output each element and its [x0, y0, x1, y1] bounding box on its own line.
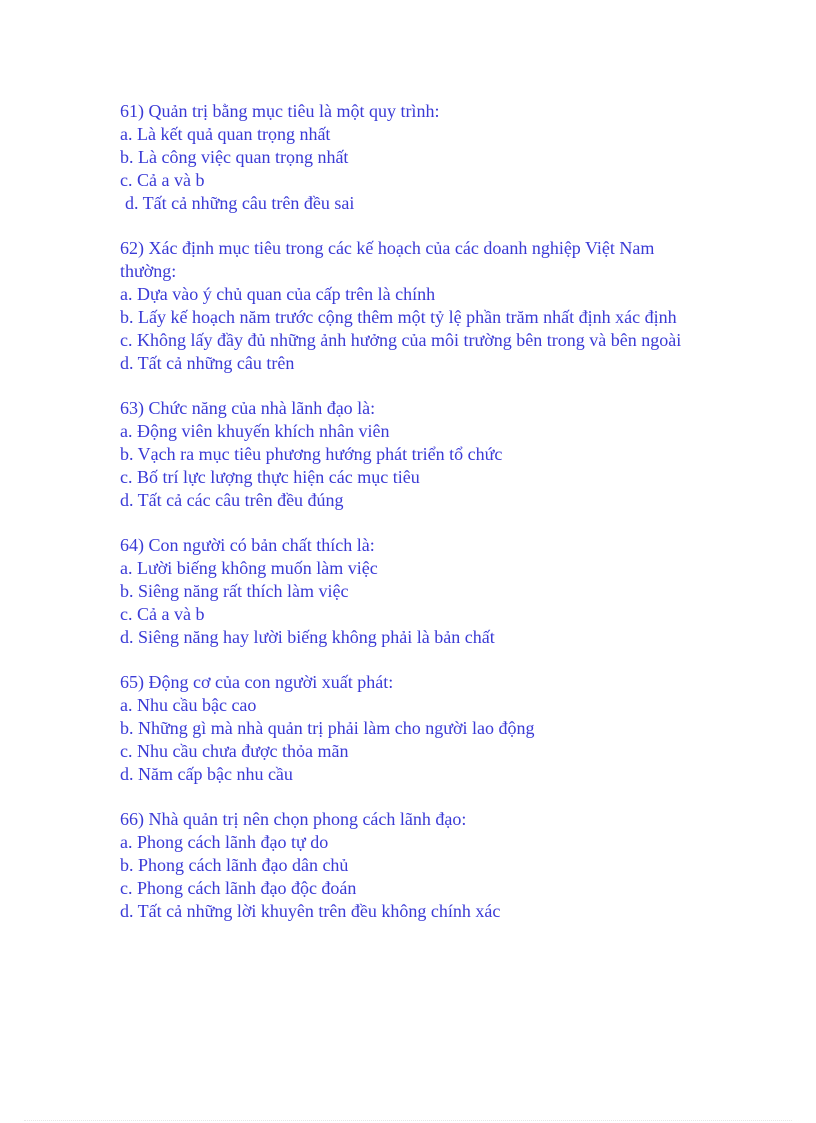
- option-a: a. Dựa vào ý chủ quan của cấp trên là chính: [120, 284, 436, 304]
- option-d: d. Tất cả các câu trên đều đúng: [120, 490, 344, 510]
- question-stem: 63) Chức năng của nhà lãnh đạo là:: [120, 398, 376, 418]
- option-d: d. Tất cả những lời khuyên trên đều không chính xác: [120, 901, 501, 921]
- option-c: c. Không lấy đầy đủ những ảnh hưởng của môi trường bên trong và bên ngoài: [120, 330, 682, 350]
- question-66: [120, 808, 700, 923]
- option-a: a. Nhu cầu bậc cao: [120, 695, 257, 715]
- question-stem: 65) Động cơ của con người xuất phát:: [120, 672, 394, 692]
- option-c: c. Cả a và b: [120, 170, 205, 190]
- option-b: b. Vạch ra mục tiêu phương hướng phát triển tổ chức: [120, 444, 503, 464]
- question-stem: 66) Nhà quản trị nên chọn phong cách lãnh đạo:: [120, 809, 467, 829]
- question-62: [120, 237, 700, 375]
- option-b: b. Phong cách lãnh đạo dân chủ: [120, 855, 349, 875]
- option-d: d. Tất cả những câu trên: [120, 353, 295, 373]
- option-b: b. Là công việc quan trọng nhất: [120, 147, 349, 167]
- question-64: [120, 534, 700, 649]
- question-stem: 62) Xác định mục tiêu trong các kế hoạch của các doanh nghiệp Việt Nam thường:: [120, 238, 655, 281]
- option-d: d. Năm cấp bậc nhu cầu: [120, 764, 293, 784]
- option-c: c. Bố trí lực lượng thực hiện các mục tiêu: [120, 467, 420, 487]
- option-a: a. Lười biếng không muốn làm việc: [120, 558, 378, 578]
- question-63: [120, 397, 700, 512]
- question-stem: 61) Quản trị bằng mục tiêu là một quy trình:: [120, 101, 440, 121]
- page-bottom-divider: [24, 1120, 792, 1121]
- option-c: c. Phong cách lãnh đạo độc đoán: [120, 878, 357, 898]
- option-b: b. Những gì mà nhà quản trị phải làm cho người lao động: [120, 718, 535, 738]
- question-stem: 64) Con người có bản chất thích là:: [120, 535, 375, 555]
- option-c: c. Cả a và b: [120, 604, 205, 624]
- option-a: a. Động viên khuyến khích nhân viên: [120, 421, 390, 441]
- option-b: b. Siêng năng rất thích làm việc: [120, 581, 349, 601]
- option-d: d. Siêng năng hay lười biếng không phải là bản chất: [120, 627, 495, 647]
- document-page: [120, 100, 700, 945]
- question-65: [120, 671, 700, 786]
- option-c: c. Nhu cầu chưa được thỏa mãn: [120, 741, 349, 761]
- option-a: a. Phong cách lãnh đạo tự do: [120, 832, 329, 852]
- option-a: a. Là kết quả quan trọng nhất: [120, 124, 331, 144]
- option-d: d. Tất cả những câu trên đều sai: [125, 193, 355, 213]
- option-b: b. Lấy kế hoạch năm trước cộng thêm một tỷ lệ phần trăm nhất định xác định: [120, 307, 677, 327]
- question-61: [120, 100, 700, 215]
